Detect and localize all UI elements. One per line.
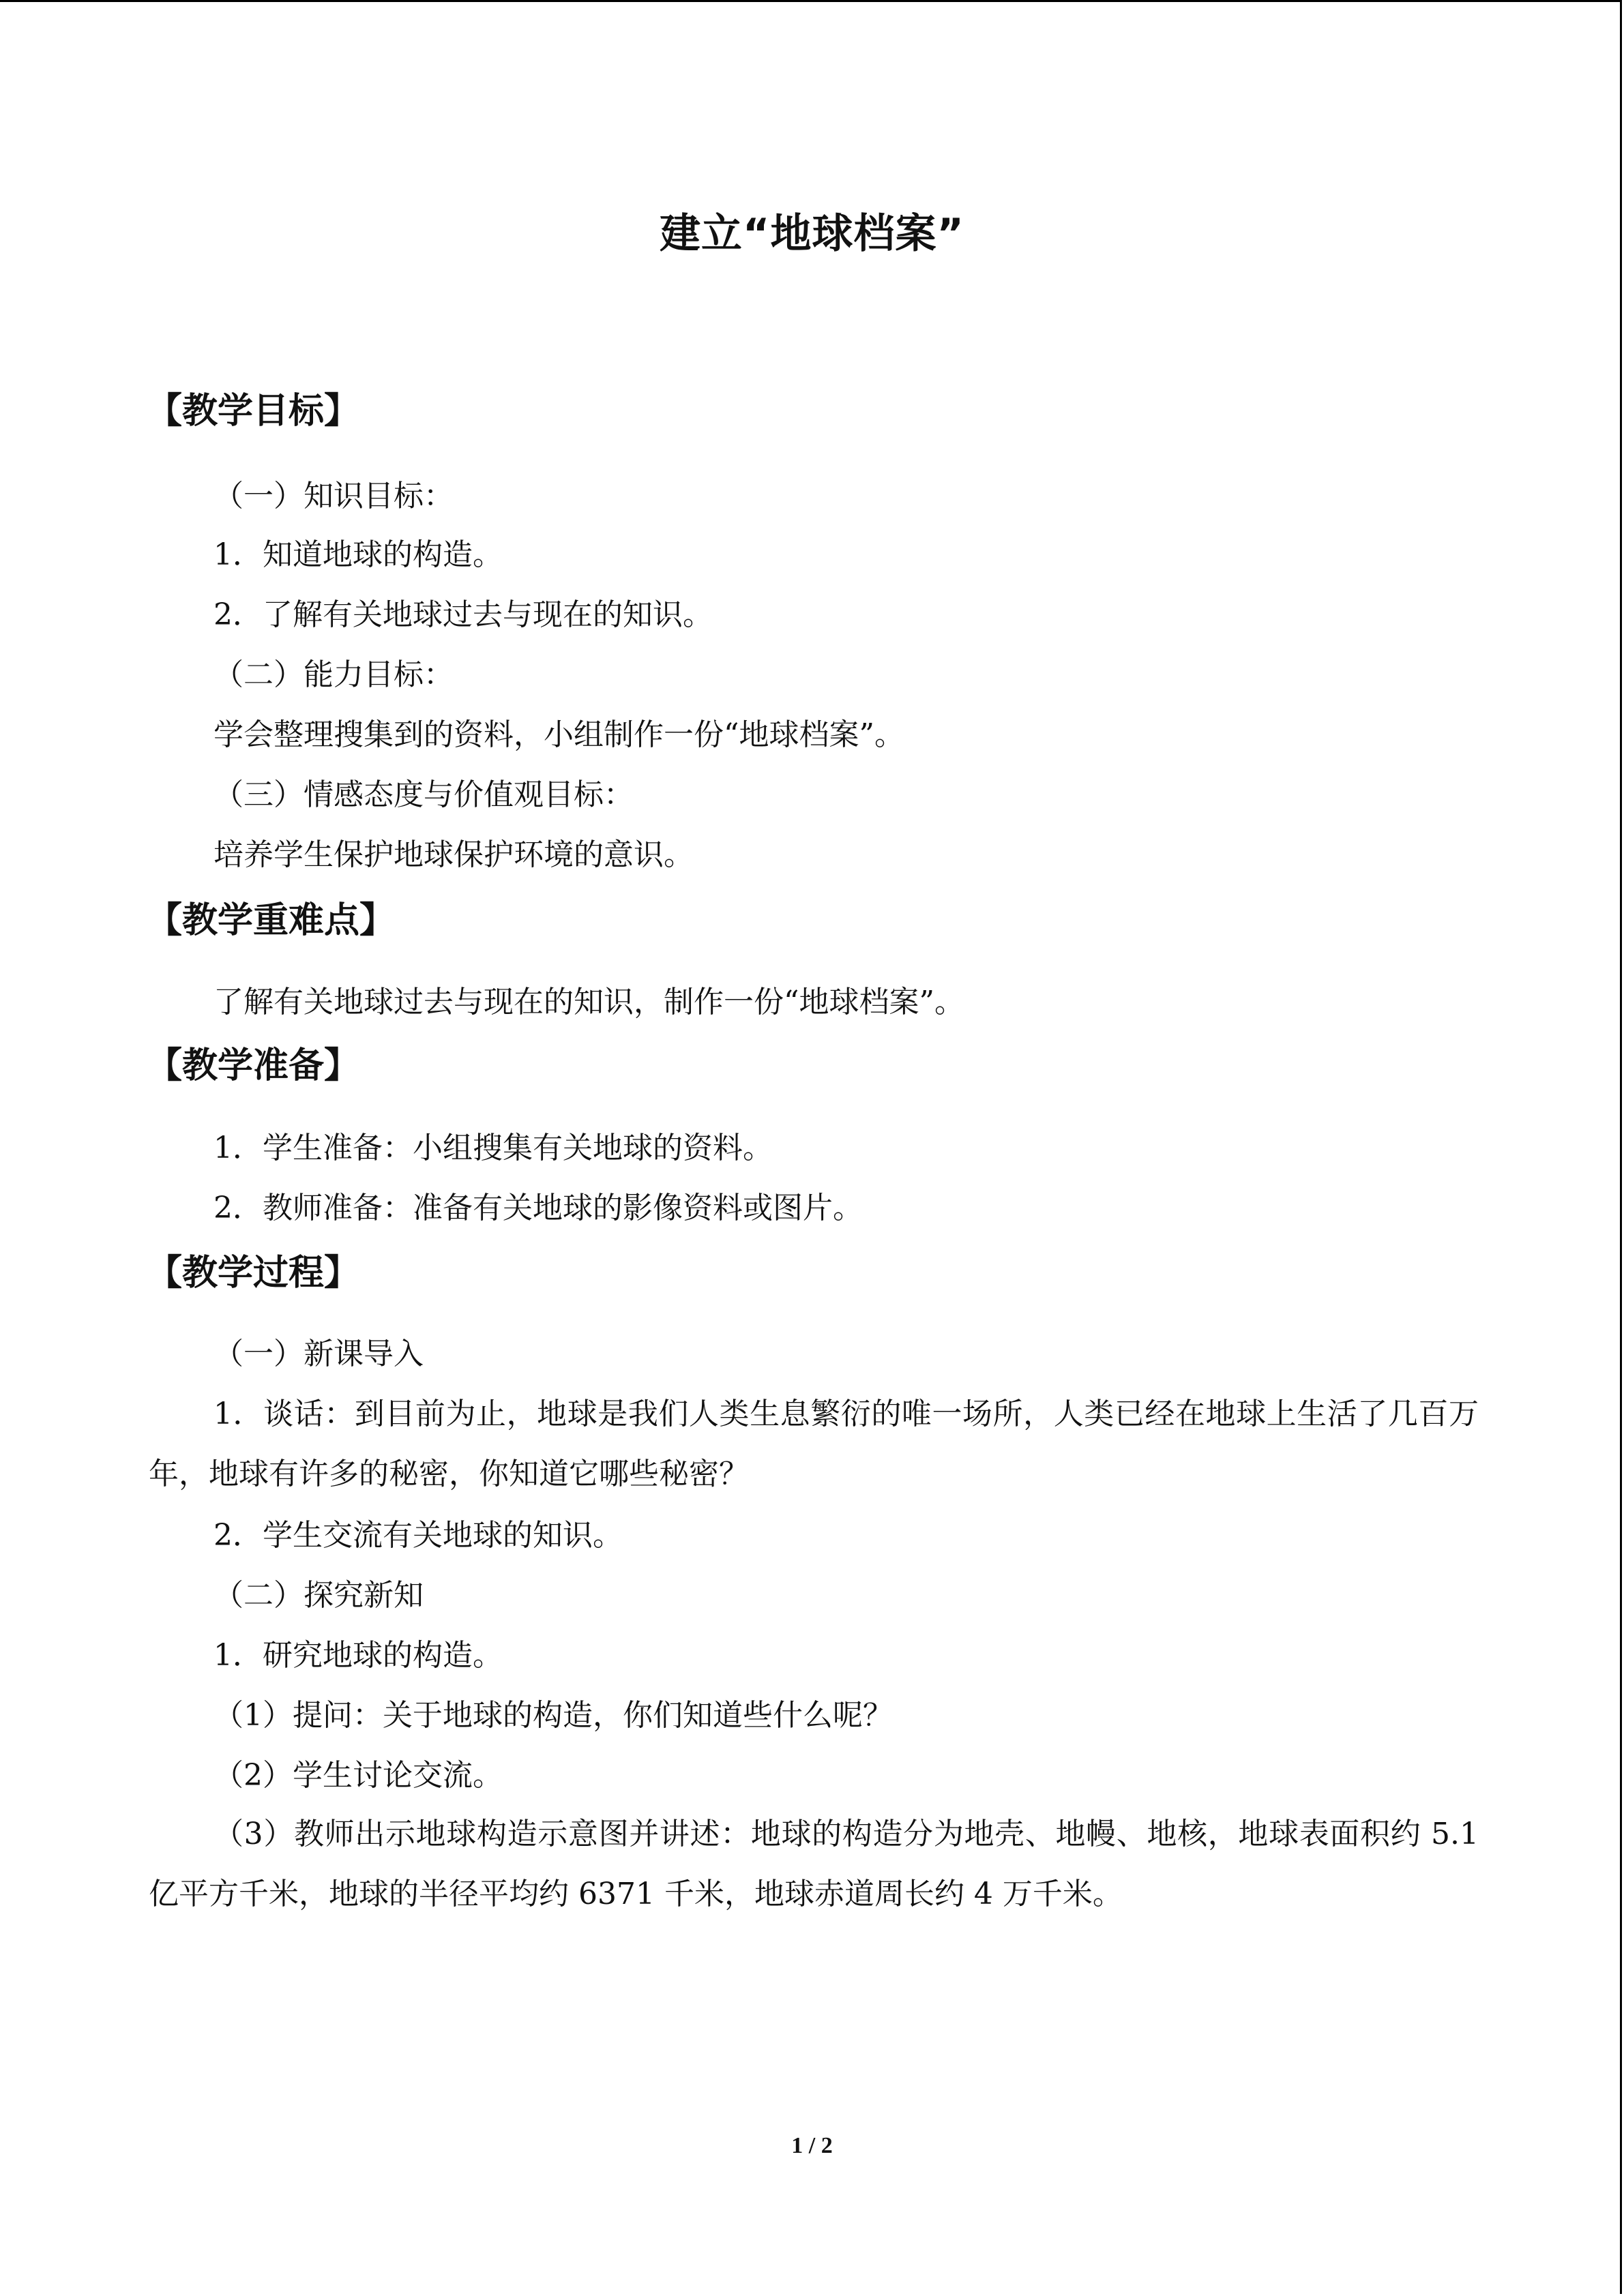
page-number: 1 / 2 xyxy=(791,2133,833,2158)
objectives-line: （一）知识目标： xyxy=(213,479,454,513)
section-heading-preparation: 【教学准备】 xyxy=(147,1045,360,1086)
objectives-line: （三）情感态度与价值观目标： xyxy=(213,777,634,812)
process-line: 1．研究地球的构造。 xyxy=(213,1638,503,1673)
objectives-line: （二）能力目标： xyxy=(213,657,454,692)
section-heading-process: 【教学过程】 xyxy=(147,1253,360,1294)
objectives-line: 2．了解有关地球过去与现在的知识。 xyxy=(213,597,713,632)
process-subheading: （二）探究新知 xyxy=(213,1578,424,1613)
teacher-paragraph: （3）教师出示地球构造示意图并讲述：地球的构造分为地壳、地幔、地核，地球表面积约 5.1 亿平方千米，地球的半径平均约 6371 千米，地球赤道周长约 4 万千米。 xyxy=(149,1817,1479,1911)
section-heading-objectives: 【教学目标】 xyxy=(147,391,360,432)
objectives-line: 1．知道地球的构造。 xyxy=(213,537,503,572)
preparation-line: 1．学生准备：小组搜集有关地球的资料。 xyxy=(213,1131,773,1165)
talk-paragraph: 1．谈话：到目前为止，地球是我们人类生息繁衍的唯一场所，人类已经在地球上生活了几百万年，地球有许多的秘密，你知道它哪些秘密？ xyxy=(149,1397,1479,1491)
document-title: 建立“地球档案” xyxy=(660,210,964,258)
section-heading-key-points: 【教学重难点】 xyxy=(147,900,396,941)
key-points-line: 了解有关地球过去与现在的知识，制作一份“地球档案”。 xyxy=(213,985,964,1019)
objectives-line: 培养学生保护地球保护环境的意识。 xyxy=(213,837,694,872)
process-line: 2．学生交流有关地球的知识。 xyxy=(213,1518,623,1553)
process-subheading: （一）新课导入 xyxy=(213,1337,424,1371)
objectives-line: 学会整理搜集到的资料，小组制作一份“地球档案”。 xyxy=(213,717,904,752)
process-line: （2）学生讨论交流。 xyxy=(213,1758,503,1793)
preparation-line: 2．教师准备：准备有关地球的影像资料或图片。 xyxy=(213,1191,863,1225)
process-line: （1）提问：关于地球的构造，你们知道些什么呢？ xyxy=(213,1698,893,1733)
